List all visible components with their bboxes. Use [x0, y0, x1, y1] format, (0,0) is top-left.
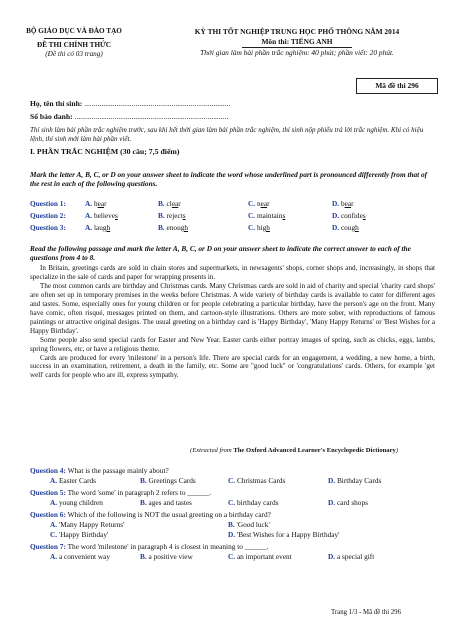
pronunciation-questions — [30, 199, 430, 239]
question-2 — [30, 211, 66, 220]
question-4-option-d[interactable]: D. Birthday Cards — [328, 476, 382, 485]
question-6-stem: Which of the following is NOT the usual greeting on a birthday card? — [67, 510, 271, 519]
question-6: Question 6: Which of the following is NOT the usual greeting on a birthday card? — [30, 510, 271, 519]
question-4: Question 4: What is the passage mainly about? — [30, 466, 169, 475]
id-dots: ................................................................................. — [74, 112, 229, 121]
exam-code-box: Mã đề thi 296 — [356, 78, 438, 94]
question-4-stem: What is the passage mainly about? — [67, 466, 169, 475]
question-3-option-c[interactable]: C. high — [248, 223, 270, 232]
reading-instructions: Read the following passage and mark the letter A, B, C, or D on your answer sheet to indicate the correct answer to each of the questions from 4 to 8. — [30, 244, 411, 262]
section-title: I. PHẦN TRẮC NGHIỆM (30 câu; 7,5 điểm) — [30, 147, 180, 156]
reading-passage — [30, 264, 435, 380]
question-7-option-b[interactable]: B. a positive view — [140, 552, 193, 561]
passage-paragraph-1: In Britain, greetings cards are sold in chain stores and supermarkets, in newsagents' shops, corner shops and, increasingly, in shops that specialize in the sale of cards and paper for wrapping presents in. — [30, 264, 435, 281]
source-book: The Oxford Advanced Learner's Encyclopedic Dictionary — [233, 447, 396, 454]
candidate-name-row — [30, 99, 230, 108]
question-7-stem: The word 'milestone' in paragraph 4 is closest in meaning to ______. — [67, 542, 269, 551]
official-label: ĐỀ THI CHÍNH THỨC — [37, 40, 111, 49]
question-label: Question 1: — [30, 199, 66, 208]
question-1-option-d[interactable]: D. bear — [332, 199, 354, 208]
question-5: Question 5: The word 'some' in paragraph 2 refers to ______. — [30, 488, 212, 497]
question-2-option-c[interactable]: C. maintains — [248, 211, 286, 220]
question-3-option-b[interactable]: B. enough — [158, 223, 189, 232]
id-label: Số báo danh: — [30, 112, 73, 121]
question-5-option-d[interactable]: D. card shops — [328, 498, 368, 507]
header-left — [14, 27, 134, 60]
question-4-option-c[interactable]: C. Christmas Cards — [228, 476, 286, 485]
question-2-option-a[interactable]: A. believes — [85, 211, 118, 220]
instruction-note: Thí sinh làm bài phần trắc nghiệm trước, sau khi hết thời gian làm bài phần trắc nghiệm, thí sinh nộp phiếu trả lời trắc nghiệm. Khi có hiệu lệnh, thí sinh mới làm bài phần viết. — [30, 126, 424, 144]
question-6-option-b[interactable]: B. 'Good luck' — [228, 520, 270, 529]
question-2-option-d[interactable]: D. confides — [332, 211, 366, 220]
question-3-option-d[interactable]: D. cough — [332, 223, 359, 232]
question-6-option-d[interactable]: D. 'Best Wishes for a Happy Birthday' — [228, 530, 340, 539]
question-1-option-a[interactable]: A. hear — [85, 199, 107, 208]
name-dots: ............................................................................. — [84, 99, 231, 108]
page-footer: Trang 1/3 - Mã đề thi 296 — [331, 609, 401, 616]
question-2-option-b[interactable]: B. rejects — [158, 211, 186, 220]
question-5-option-c[interactable]: C. birthday cards — [228, 498, 279, 507]
question-7-option-d[interactable]: D. a special gift — [328, 552, 375, 561]
candidate-id-row — [30, 112, 228, 121]
question-label: Question 3: — [30, 223, 66, 232]
question-6-option-c[interactable]: C. 'Happy Birthday' — [50, 530, 109, 539]
question-7: Question 7: The word 'milestone' in paragraph 4 is closest in meaning to ______. — [30, 542, 269, 551]
reading-questions — [30, 466, 435, 596]
question-5-stem: The word 'some' in paragraph 2 refers to ______. — [67, 488, 212, 497]
question-1 — [30, 199, 66, 208]
question-1-option-b[interactable]: B. clear — [158, 199, 181, 208]
subject-line: Môn thi: TIẾNG ANH — [261, 36, 333, 46]
page-count: (Đề thi có 03 trang) — [45, 50, 103, 59]
ministry-name: BỘ GIÁO DỤC VÀ ĐÀO TẠO — [26, 27, 122, 35]
passage-paragraph-2: The most common cards are birthday and Christmas cards. Many Christmas cards are sold in aid of charity and special 'charity card shops' are often set up in temporary premises in the weeks before Christmas. A wide variety of birthday cards is available to cater for different ages and tastes. Some, especially ones for young children or for people celebrating a particular birthday, have the person's age on the front. Many have comic, often risqué, messages printed on them, and cartoon-style illustrations. Others are more sober, with reproductions of famous paintings or attractive original designs. The usual greeting on a birthday card is 'Happy Birthday', 'Many Happy Returns' or 'Best Wishes for a Happy Birthday'. — [30, 281, 435, 335]
question-4-option-a[interactable]: A. Easter Cards — [50, 476, 97, 485]
exam-title: KỲ THI TỐT NGHIỆP TRUNG HỌC PHỔ THÔNG NĂM 2014 — [194, 27, 400, 36]
question-3-option-a[interactable]: A. laugh — [85, 223, 111, 232]
question-3 — [30, 223, 66, 232]
passage-source: (Extracted from The Oxford Advanced Learner's Encyclopedic Dictionary) — [190, 447, 399, 454]
question-6-option-a[interactable]: A. 'Many Happy Returns' — [50, 520, 125, 529]
pronunciation-instructions: Mark the letter A, B, C, or D on your answer sheet to indicate the word whose underlined part is pronounced differently from that of the rest in each of the following questions. — [30, 170, 428, 188]
time-line: Thời gian làm bài phần trắc nghiệm: 40 phút; phần viết: 20 phút. — [200, 48, 394, 58]
question-1-option-c[interactable]: C. near — [248, 199, 270, 208]
question-5-option-a[interactable]: A. young children — [50, 498, 103, 507]
header-divider — [44, 38, 104, 39]
passage-paragraph-4: Cards are produced for every 'milestone' in a person's life. There are special cards for an engagement, a wedding, a new home, a birth, success in an examination, retirement, a death in the family, etc. Some are "good luck" or 'congratulations' cards. Others, for example 'get well' cards for people who are ill, express sympathy. — [30, 353, 435, 380]
question-5-option-b[interactable]: B. ages and tastes — [140, 498, 192, 507]
header-right — [152, 27, 442, 58]
name-label: Họ, tên thí sinh: — [30, 99, 83, 108]
question-7-option-a[interactable]: A. a convenient way — [50, 552, 110, 561]
question-4-option-b[interactable]: B. Greetings Cards — [140, 476, 196, 485]
question-7-option-c[interactable]: C. an important event — [228, 552, 292, 561]
question-label: Question 2: — [30, 211, 66, 220]
passage-paragraph-3: Some people also send special cards for Easter and New Year. Easter cards either portray images of spring, such as chicks, eggs, lambs, spring flowers, etc, or have a religious theme. — [30, 335, 435, 353]
